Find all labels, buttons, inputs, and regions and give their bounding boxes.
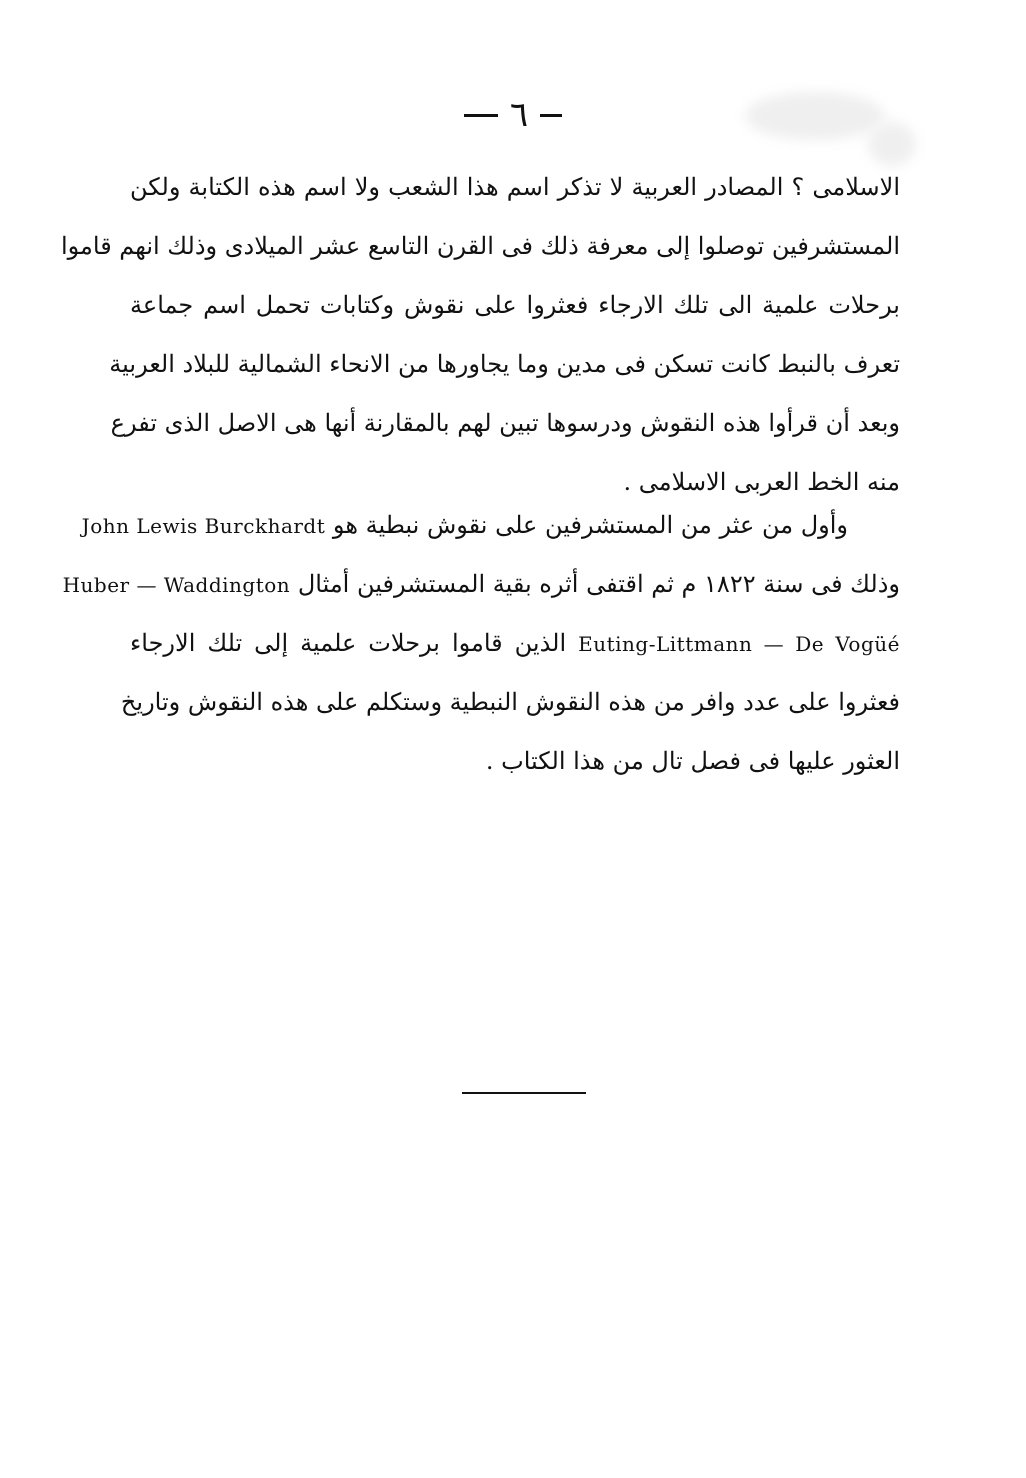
paragraph-line: المستشرفين توصلوا إلى معرفة ذلك فى القرن التاسع عشر الميلادى وذلك انهم قاموا	[60, 232, 900, 260]
paragraph-line: تعرف بالنبط كانت تسكن فى مدين وما يجاورها من الانحاء الشمالية للبلاد العربية	[109, 350, 900, 378]
paragraph-line	[81, 496, 900, 555]
page-number-value: ٦	[509, 95, 529, 135]
paragraph-line	[120, 673, 900, 732]
paragraph-line: برحلات علمية الى تلك الارجاء فعثروا على نقوش وكتابات تحمل اسم جماعة	[130, 291, 900, 319]
paragraph-1	[60, 158, 900, 512]
paragraph-line	[130, 732, 900, 791]
page-number	[0, 88, 1026, 140]
paragraph-line: منه الخط العربى الاسلامى .	[623, 468, 900, 496]
latin-name: Euting-Littmann — De Vogüé	[578, 632, 900, 656]
arabic-text: الذين قاموا برحلات علمية إلى تلك الارجاء	[130, 629, 567, 657]
paragraph-line: وبعد أن قرأوا هذه النقوش ودرسوها تبين لهم بالمقارنة أنها هى الاصل الذى تفرع	[110, 409, 900, 437]
latin-name: John Lewis Burckhardt	[81, 514, 326, 538]
paragraph-line: الاسلامى ؟ المصادر العربية لا تذكر اسم هذا الشعب ولا اسم هذه الكتابة ولكن	[130, 173, 900, 201]
paragraph-line	[62, 555, 900, 614]
page-number-dash-right	[540, 114, 562, 117]
arabic-text: وذلك فى سنة ١٨٢٢ م ثم اقتفى أثره بقية المستشرفين أمثال	[297, 570, 900, 598]
arabic-text: فعثروا على عدد وافر من هذه النقوش النبطية وستكلم على هذه النقوش وتاريخ	[120, 688, 900, 716]
paragraph-line	[130, 614, 900, 673]
arabic-text: العثور عليها فى فصل تال من هذا الكتاب .	[485, 747, 900, 775]
section-end-rule	[462, 1092, 586, 1094]
paragraph-2	[62, 496, 900, 791]
page-number-dash-left	[464, 114, 498, 117]
latin-name: Huber — Waddington	[62, 573, 291, 597]
arabic-text: وأول من عثر من المستشرفين على نقوش نبطية هو	[332, 511, 848, 539]
